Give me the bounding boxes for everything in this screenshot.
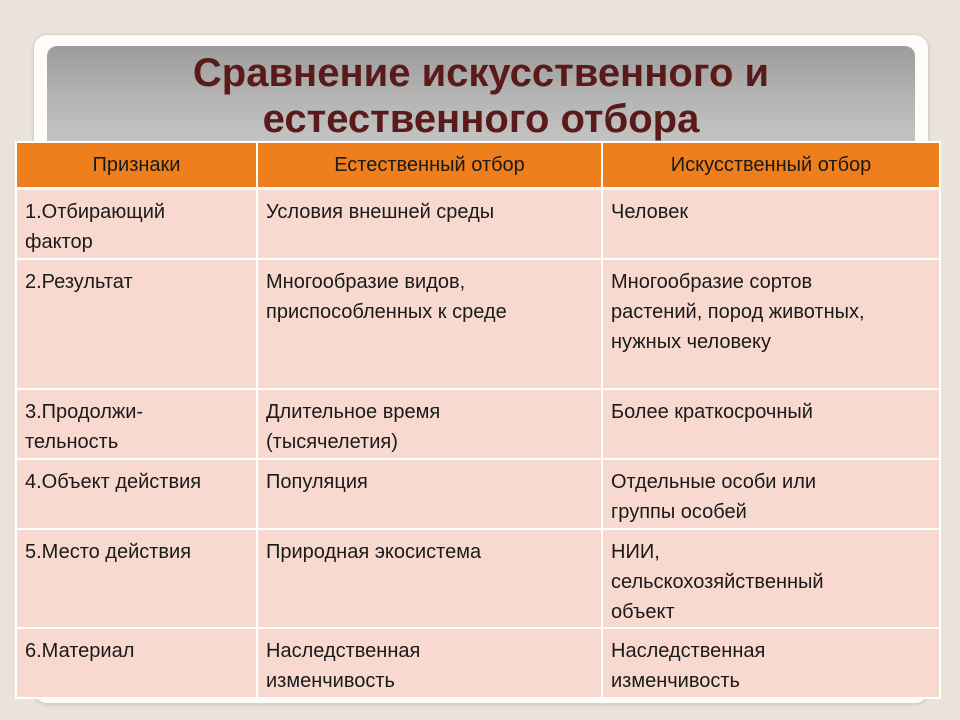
cell-line: 6.Материал — [25, 639, 135, 662]
cell-natural — [257, 389, 602, 459]
comparison-table — [15, 141, 941, 699]
cell-line: Наследственная — [611, 639, 766, 662]
cell-line: изменчивость — [266, 669, 395, 692]
cell-line: группы особей — [611, 500, 747, 523]
cell-artificial — [602, 459, 940, 529]
slide-title-line-2: естественного отбора — [262, 97, 700, 141]
cell-feature — [16, 189, 257, 259]
cell-natural — [257, 459, 602, 529]
cell-line: Условия внешней среды — [266, 201, 495, 223]
cell-artificial — [602, 189, 940, 259]
cell-line: растений, пород животных, — [611, 300, 865, 323]
cell-line: нужных человеку — [611, 330, 772, 353]
table-row — [16, 529, 940, 628]
cell-line: Многообразие сортов — [611, 270, 813, 293]
cell-line: Более краткосрочный — [611, 400, 813, 423]
cell-natural — [257, 529, 602, 628]
cell-line: 5.Место действия — [25, 540, 192, 563]
cell-artificial — [602, 389, 940, 459]
cell-line: Отдельные особи или — [611, 470, 817, 493]
cell-line: объект — [611, 600, 675, 623]
cell-line: Популяция — [266, 470, 368, 493]
slide-title — [47, 46, 915, 146]
cell-artificial — [602, 628, 940, 698]
table-row — [16, 459, 940, 529]
cell-line: изменчивость — [611, 669, 740, 692]
cell-line: Длительное время — [266, 400, 441, 423]
cell-line: сельскохозяйственный — [611, 570, 824, 593]
table-header-row — [16, 142, 940, 189]
cell-feature — [16, 628, 257, 698]
cell-natural — [257, 628, 602, 698]
table-row — [16, 389, 940, 459]
cell-line: 3.Продолжи- — [25, 400, 144, 423]
cell-line: тельность — [25, 430, 119, 453]
header-features: Признаки — [16, 142, 257, 189]
table-row — [16, 259, 940, 389]
cell-line: Природная экосистема — [266, 540, 482, 563]
header-natural-selection: Естественный отбор — [257, 142, 602, 189]
cell-natural — [257, 189, 602, 259]
cell-line: Человек — [611, 201, 689, 223]
table-row — [16, 189, 940, 259]
cell-line: 4.Объект действия — [25, 470, 202, 493]
cell-line: НИИ, — [611, 540, 660, 563]
cell-artificial — [602, 259, 940, 389]
header-artificial-selection: Искусственный отбор — [602, 142, 940, 189]
cell-line: 2.Результат — [25, 270, 133, 293]
slide-title-line-1: Сравнение искусственного и — [192, 51, 770, 95]
table-row — [16, 628, 940, 698]
cell-line: фактор — [25, 231, 93, 253]
cell-line: 1.Отбирающий — [25, 201, 166, 223]
cell-artificial — [602, 529, 940, 628]
cell-line: приспособленных к среде — [266, 300, 507, 323]
cell-line: Многообразие видов, — [266, 270, 466, 293]
cell-natural — [257, 259, 602, 389]
cell-line: Наследственная — [266, 639, 421, 662]
cell-feature — [16, 389, 257, 459]
cell-feature — [16, 529, 257, 628]
cell-line: (тысячелетия) — [266, 430, 398, 453]
cell-feature — [16, 459, 257, 529]
cell-feature — [16, 259, 257, 389]
